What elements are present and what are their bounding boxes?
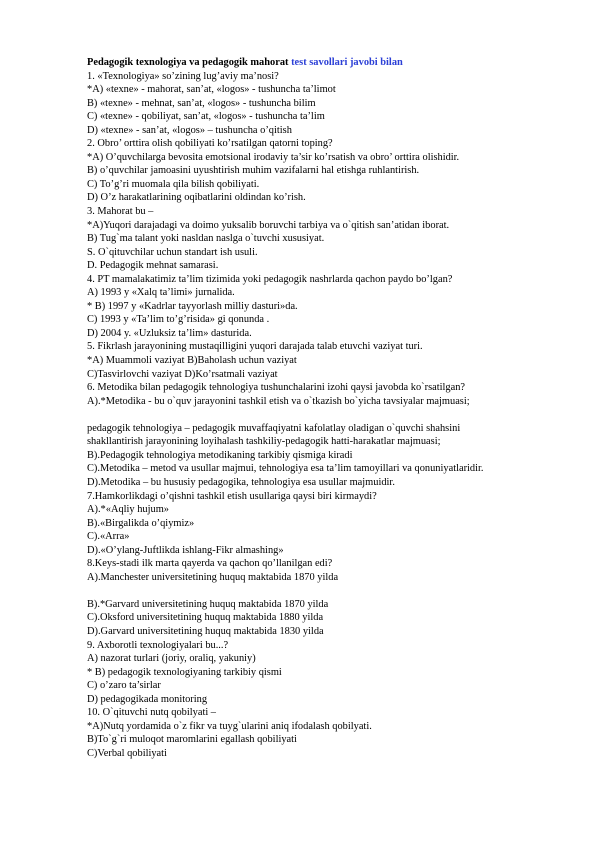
text-line: B) Tug`ma talant yoki nasldan naslga o`tuvchi xususiyat. xyxy=(87,233,325,245)
text-line: 2. Obro’ orttira olish qobiliyati ko’rsatilgan qatorni toping? xyxy=(87,138,333,150)
text-line: B).«Birgalikda o’qiymiz» xyxy=(87,517,195,529)
text-line: 1. «Texnologiya» so’zining lug’aviy ma’nosi? xyxy=(87,70,279,82)
text-line: B).Pedagogik tehnologiya metodikaning tarkibiy qismiga kiradi xyxy=(87,449,353,461)
text-line: 7.Hamkorlikdagi o’qishni tashkil etish usullariga qaysi biri kirmaydi? xyxy=(87,490,377,502)
text-line: *A)Yuqori darajadagi va doimo yuksalib boruvchi tarbiya va o`qitish san’atidan iborat. xyxy=(87,219,450,231)
text-line: A).*Metodika - bu o`quv jarayonini tashkil etish va o`tkazish bo`yicha tavsiyalar majmuasi; xyxy=(87,395,470,407)
text-line: pedagogik tehnologiya – pedagogik muvaffaqiyatni kafolatlay oladigan o`quvchi shahsini xyxy=(87,422,461,434)
text-line: D) pedagogikada monitoring xyxy=(87,693,208,705)
text-line: A).*«Aqliy hujum» xyxy=(87,504,169,516)
text-line: D).Garvard universitetining huquq maktabida 1830 yilda xyxy=(87,625,324,637)
text-line: C) «texne» - qobiliyat, san’at, «logos» - tushuncha ta’lim xyxy=(87,111,325,123)
title-link[interactable]: test savollari javobi bilan xyxy=(291,57,403,68)
text-line: C).Oksford universitetining huquq maktabida 1880 yilda xyxy=(87,612,324,624)
text-line: 4. PT mamalakatimiz ta’lim tizimida yoki pedagogik nashrlarda qachon paydo bo’lgan? xyxy=(87,273,453,285)
text-line: C)Verbal qobiliyati xyxy=(87,747,167,759)
document-page xyxy=(87,56,557,760)
text-line: 10. O`qituvchi nutq qobilyati – xyxy=(87,707,217,719)
text-line: C) o’zaro ta’sirlar xyxy=(87,680,161,692)
text-line: C) 1993 y «Ta’lim to’g’risida» gi qonunda . xyxy=(87,314,270,326)
text-line: *A)Nutq yordamida o`z fikr va tuyg`ularini aniq ifodalash qobilyati. xyxy=(87,720,372,732)
text-line: 3. Mahorat bu – xyxy=(87,206,154,218)
text-line: D).«O’ylang-Juftlikda ishlang-Fikr almashing» xyxy=(87,544,284,556)
text-line: B).*Garvard universitetining huquq maktabida 1870 yilda xyxy=(87,598,329,610)
text-line: C).«Arra» xyxy=(87,531,130,543)
text-line: 6. Metodika bilan pedagogik tehnologiya tushunchalarini izohi qaysi javobda ko`rsatilgan? xyxy=(87,382,466,394)
text-line: * B) pedagogik texnologiyaning tarkibiy qismi xyxy=(87,666,282,678)
blank-line xyxy=(87,408,557,422)
text-line: C).Metodika – metod va usullar majmui, tehnologiya esa ta’lim tamoyillari va qonuniyatlaridir. xyxy=(87,463,484,475)
title-main: Pedagogik texnologiya va pedagogik mahorat xyxy=(87,57,289,68)
text-line: B) o’quvchilar jamoasini uyushtirish muhim vazifalarni hal etishga ruhlantirish. xyxy=(87,165,420,177)
text-line: B)To`g`ri muloqot maromlarini egallash qobiliyati xyxy=(87,734,297,746)
text-line: *A) «texne» - mahorat, san’at, «logos» - tushuncha ta’limot xyxy=(87,84,336,96)
text-line: *A) Muammoli vaziyat B)Baholash uchun vaziyat xyxy=(87,355,297,367)
question-list xyxy=(87,70,557,761)
text-line: A).Manchester universitetining huquq maktabida 1870 yilda xyxy=(87,571,339,583)
document-title xyxy=(87,56,557,70)
text-line: C)Tasvirlovchi vaziyat D)Ko’rsatmali vaziyat xyxy=(87,368,278,380)
text-line: D) «texne» - san’at, «logos» – tushuncha o’qitish xyxy=(87,124,292,136)
text-line: C) To’g’ri muomala qila bilish qobiliyati. xyxy=(87,178,260,190)
text-line: S. O`qituvchilar uchun standart ish usuli. xyxy=(87,246,258,258)
text-line: D) 2004 y. «Uzluksiz ta’lim» dasturida. xyxy=(87,327,252,339)
text-line: 9. Axborotli texnologiyalari bu...? xyxy=(87,639,229,651)
text-line: *A) O’quvchilarga bevosita emotsional irodaviy ta’sir ko’rsatish va obro’ orttira olishidir. xyxy=(87,151,460,163)
text-line: 5. Fikrlash jarayonining mustaqilligini yuqori darajada talab etuvchi vaziyat turi. xyxy=(87,341,423,353)
text-line: A) 1993 y «Xalq ta’limi» jurnalida. xyxy=(87,287,235,299)
text-line: D. Pedagogik mehnat samarasi. xyxy=(87,260,219,272)
text-line: D).Metodika – bu hususiy pedagogika, tehnologiya esa usullar majmuidir. xyxy=(87,476,395,488)
text-line: A) nazorat turlari (joriy, oraliq, yakuniy) xyxy=(87,653,256,665)
text-line: 8.Keys-stadi ilk marta qayerda va qachon qo’llanilgan edi? xyxy=(87,558,333,570)
text-line: B) «texne» - mehnat, san’at, «logos» - tushuncha bilim xyxy=(87,97,316,109)
text-line: * B) 1997 y «Kadrlar tayyorlash milliy dasturi»da. xyxy=(87,300,298,312)
text-line: shakllantirish jarayonining loyihalash tashkiliy-pedagogik hatti-harakatlar majmuasi; xyxy=(87,436,441,448)
text-line: D) O’z harakatlarining oqibatlarini oldindan ko’rish. xyxy=(87,192,306,204)
blank-line xyxy=(87,584,557,598)
